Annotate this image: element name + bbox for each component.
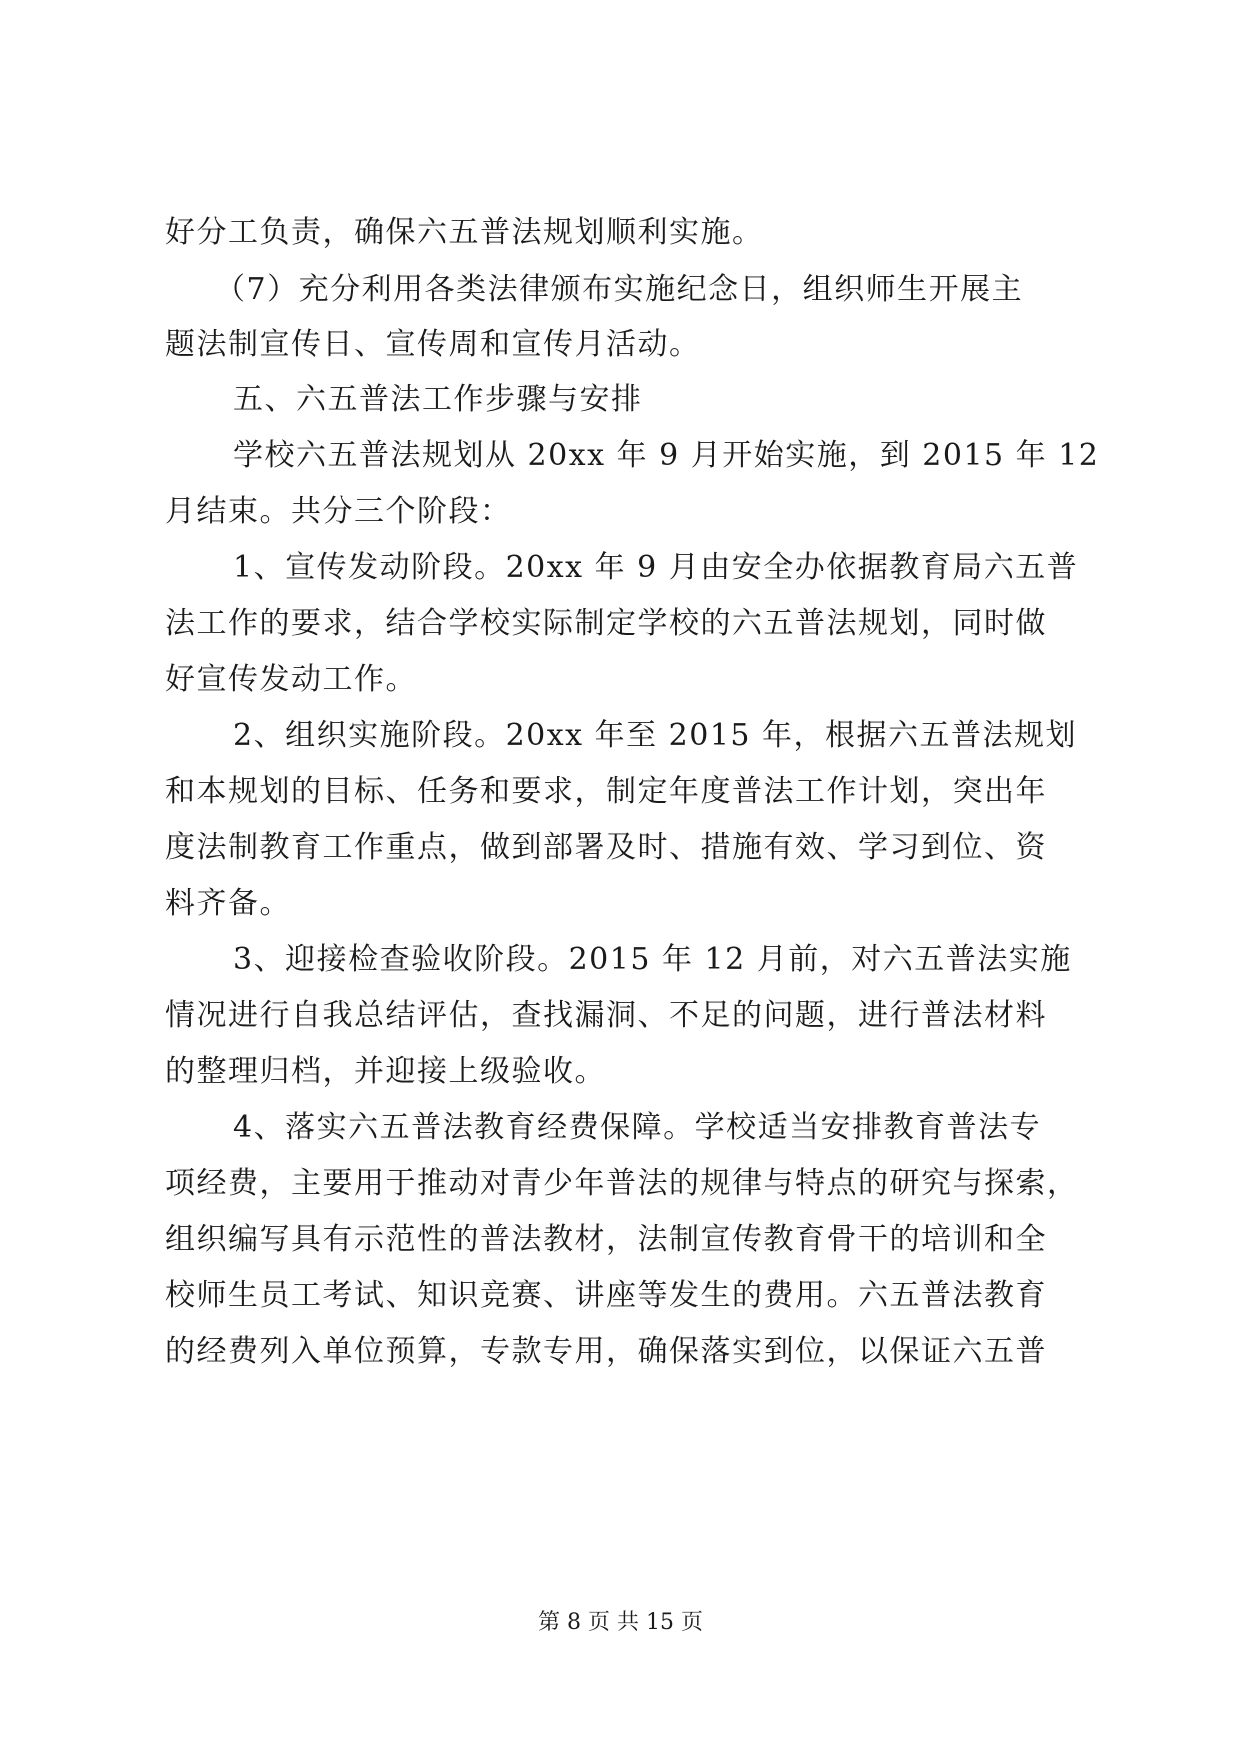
body-text-line: 的整理归档，并迎接上级验收。 [165, 1054, 606, 1089]
body-text-line: 情况进行自我总结评估，查找漏洞、不足的问题，进行普法材料 [165, 998, 1047, 1033]
body-text-line: 学校六五普法规划从 20xx 年 9 月开始实施，到 2015 年 12 [233, 438, 1100, 473]
body-text-line: 3、迎接检查验收阶段。2015 年 12 月前，对六五普法实施 [233, 942, 1072, 977]
body-text-line: 4、落实六五普法教育经费保障。学校适当安排教育普法专 [233, 1110, 1042, 1145]
section-heading: 五、六五普法工作步骤与安排 [233, 382, 643, 417]
body-text-line: 好宣传发动工作。 [165, 662, 417, 697]
body-text-line: （7）充分利用各类法律颁布实施纪念日，组织师生开展主 [215, 272, 1024, 307]
body-text-line: 1、宣传发动阶段。20xx 年 9 月由安全办依据教育局六五普 [233, 550, 1079, 585]
body-text-line: 题法制宣传日、宣传周和宣传月活动。 [165, 327, 701, 362]
body-text-line: 项经费，主要用于推动对青少年普法的规律与特点的研究与探索， [165, 1166, 1079, 1201]
page-number-footer: 第 8 页 共 15 页 [538, 1610, 703, 1635]
body-text-line: 2、组织实施阶段。20xx 年至 2015 年，根据六五普法规划 [233, 718, 1078, 753]
body-text-line: 月结束。共分三个阶段： [165, 494, 512, 529]
body-text-line: 度法制教育工作重点，做到部署及时、措施有效、学习到位、资 [165, 830, 1047, 865]
body-text-line: 的经费列入单位预算，专款专用，确保落实到位，以保证六五普 [165, 1334, 1047, 1369]
body-text-line: 法工作的要求，结合学校实际制定学校的六五普法规划，同时做 [165, 606, 1047, 641]
body-text-line: 和本规划的目标、任务和要求，制定年度普法工作计划，突出年 [165, 774, 1047, 809]
body-text-line: 好分工负责，确保六五普法规划顺利实施。 [165, 215, 764, 250]
body-text-line: 料齐备。 [165, 886, 291, 921]
body-text-line: 校师生员工考试、知识竞赛、讲座等发生的费用。六五普法教育 [165, 1278, 1047, 1313]
body-text-line: 组织编写具有示范性的普法教材，法制宣传教育骨干的培训和全 [165, 1222, 1047, 1257]
